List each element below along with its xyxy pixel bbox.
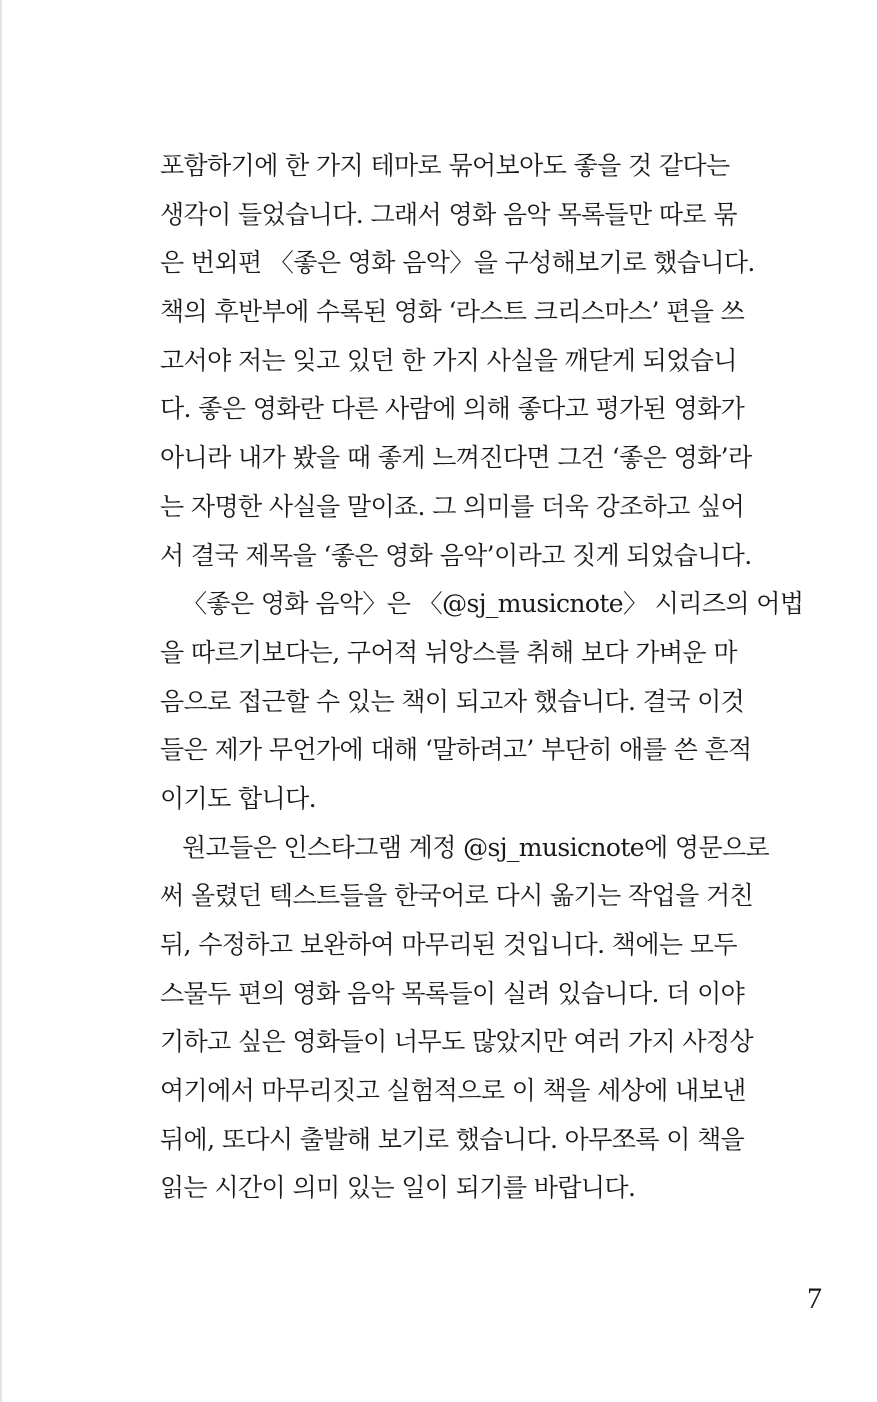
text-line: 들은 제가 무언가에 대해 ‘말하려고’ 부단히 애를 쓴 흔적 [160, 735, 752, 765]
page-number: 7 [807, 1282, 822, 1315]
text-line: 은 번외편 〈좋은 영화 음악〉을 구성해보기로 했습니다. [160, 248, 755, 278]
text-line: 다. 좋은 영화란 다른 사람에 의해 좋다고 평가된 영화가 [160, 394, 745, 424]
text-line: 을 따르기보다는, 구어적 뉘앙스를 취해 보다 가벼운 마 [160, 637, 737, 667]
body-text [160, 142, 804, 1213]
text-line: 뒤에, 또다시 출발해 보기로 했습니다. 아무쪼록 이 책을 [160, 1124, 745, 1154]
text-line: 고서야 저는 잊고 있던 한 가지 사실을 깨닫게 되었습니 [160, 345, 737, 375]
text-line: 음으로 접근할 수 있는 책이 되고자 했습니다. 결국 이것 [160, 686, 745, 716]
text-line: 여기에서 마무리짓고 실험적으로 이 책을 세상에 내보낸 [160, 1076, 746, 1106]
text-line: 책의 후반부에 수록된 영화 ‘라스트 크리스마스’ 편을 쓰 [160, 297, 745, 327]
text-line: 〈좋은 영화 음악〉은 〈@sj_musicnote〉 시리즈의 어법 [182, 589, 804, 619]
text-line: 스물두 편의 영화 음악 목록들이 실려 있습니다. 더 이야 [160, 978, 745, 1008]
text-line: 원고들은 인스타그램 계정 @sj_musicnote에 영문으로 [182, 832, 770, 862]
text-line: 생각이 들었습니다. 그래서 영화 음악 목록들만 따로 묶 [160, 199, 737, 229]
text-line: 써 올렸던 텍스트들을 한국어로 다시 옮기는 작업을 거친 [160, 881, 754, 911]
text-line: 뒤, 수정하고 보완하여 마무리된 것입니다. 책에는 모두 [160, 930, 737, 959]
text-line: 이기도 합니다. [160, 783, 316, 813]
text-line: 아니라 내가 봤을 때 좋게 느껴진다면 그건 ‘좋은 영화’라 [160, 443, 752, 473]
text-line: 서 결국 제목을 ‘좋은 영화 음악’이라고 짓게 되었습니다. [160, 540, 752, 570]
text-line: 포함하기에 한 가지 테마로 묶어보아도 좋을 것 같다는 [160, 151, 730, 180]
text-line: 는 자명한 사실을 말이죠. 그 의미를 더욱 강조하고 싶어 [160, 491, 745, 521]
text-line: 읽는 시간이 의미 있는 일이 되기를 바랍니다. [160, 1173, 636, 1203]
text-line: 기하고 싶은 영화들이 너무도 많았지만 여러 가지 사정상 [160, 1027, 754, 1057]
